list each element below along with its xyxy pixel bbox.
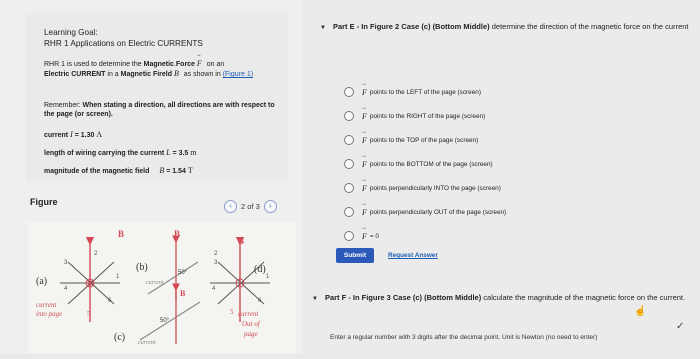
axis-num-2a: 2 [94,251,98,257]
chevron-left-icon[interactable]: ‹ [224,200,237,213]
part-f-header[interactable] [312,293,698,304]
option-label: = 0 [369,232,379,240]
panel-b [136,229,198,300]
panel-d-tag: (d) [254,264,266,275]
force-vector-symbol: → F [362,88,367,97]
option-label: points perpendicularly INTO the page (screen) [369,184,501,192]
radio-button[interactable] [344,159,354,169]
figure-image [28,222,296,354]
axis-num-4a: 4 [64,286,68,292]
radio-button[interactable] [344,183,354,193]
rhr-figure-svg [28,222,296,354]
left-panel [0,0,302,354]
intro-prefix: RHR 1 is used to determine the [44,61,144,68]
field-symbol: → B [174,69,179,78]
chevron-right-icon[interactable]: › [264,200,277,213]
panel-c-tag: (c) [114,332,126,343]
current-label: current [44,132,69,139]
force-vector-symbol: → F [362,232,367,241]
panel-d-num: 5 [230,308,234,316]
intro-mid2: in a [105,71,121,79]
length-value: = 3.5 [172,150,189,157]
given-length [44,148,197,158]
collapse-triangle-icon[interactable]: ▼ [320,25,326,31]
field-label-2: B [174,229,181,239]
option-zero[interactable] [344,224,506,248]
option-label: points to the RIGHT of the page (screen) [369,112,486,120]
panel-a [36,229,124,322]
current-unit: A [96,130,103,139]
intro-bold-field: Magnetic Fireld [120,71,172,79]
panel-d [210,236,270,338]
length-label: length of wiring carrying the current [44,150,165,157]
force-vector-symbol: → F [362,136,367,145]
axis-num-6a: 6 [108,298,112,304]
force-vector-symbol: → F [362,160,367,169]
force-symbol: → F [197,59,202,68]
option-label: points to the LEFT of the page (screen) [369,88,481,96]
remember-bold: When stating a direction, all directions are with respect to the page (or screen). [44,102,275,119]
panel-a-tag: (a) [36,276,48,287]
intro-suffix: as shown in [181,71,223,79]
panel-a-note2: into page [36,310,63,318]
option-left[interactable] [344,80,506,104]
intro-bold-current: Electric CURRENT [44,71,106,79]
field-sym: B [159,166,165,175]
axis-num-6d: 6 [258,298,262,304]
panel-a-num: 5 [87,310,91,318]
option-right[interactable] [344,104,506,128]
axis-num-2d: 2 [214,251,218,257]
part-f-instruction: Enter a regular number with 3 digits after the decimal point. Unit is Newton (no need to enter) [330,334,598,341]
figure-pager [224,200,277,213]
panel-b-tag: (b) [136,262,148,273]
pager-text: 2 of 3 [241,202,260,211]
collapse-triangle-icon[interactable]: ▼ [312,296,318,302]
remember-text [44,101,284,119]
learning-goal-subtitle: RHR 1 Applications on Electric CURRENTS [44,39,203,48]
field-label: magnitude of the magnetic field [44,168,150,175]
option-into-page[interactable] [344,176,506,200]
part-e-question: determine the direction of the magnetic force on the current [489,22,689,31]
intro-bold-force: Magnetic Force [143,61,195,68]
field-unit: T [187,166,193,175]
option-label: points perpendicularly OUT of the page (screen) [369,208,507,216]
right-panel [302,0,700,354]
panel-d-note1: current [238,310,259,318]
option-out-of-page[interactable] [344,200,506,224]
radio-button[interactable] [344,231,354,241]
intro-mid: on an [204,61,225,68]
force-vector-symbol: → F [362,208,367,217]
radio-button[interactable] [344,87,354,97]
learning-goal-box [26,13,288,181]
length-unit: m [190,148,197,157]
current-symbol: I [70,130,73,139]
answer-options [344,80,506,248]
option-top[interactable] [344,128,506,152]
submit-button[interactable]: Submit [336,248,374,263]
panel-c-angle: 50° [160,318,170,324]
axis-num-1a: 1 [116,274,120,280]
panel-b-angle: 50° [178,270,188,276]
radio-button[interactable] [344,111,354,121]
part-e-header[interactable] [320,22,690,33]
given-field [44,166,193,176]
panel-c-current: current [138,340,156,346]
option-label: points to the BOTTOM of the page (screen) [369,160,493,168]
axis-num-4d: 4 [212,286,216,292]
figure-1-link[interactable]: (Figure 1) [222,71,254,79]
force-vector-symbol: → F [362,184,367,193]
option-label: points to the TOP of the page (screen) [369,136,479,144]
panel-c [114,289,200,346]
panel-d-note2: Out of [242,320,260,328]
panel-d-note3: page [244,330,258,338]
given-current [44,130,102,140]
axis-num-3d: 3 [214,260,218,266]
axis-num-3a: 3 [64,260,68,266]
panel-a-note1: current [36,301,57,309]
length-symbol: L [166,148,171,157]
request-answer-link[interactable]: Request Answer [388,252,438,259]
radio-button[interactable] [344,135,354,145]
remember-prefix: Remember: [44,102,83,109]
checkmark-icon: ✓ [676,321,685,332]
part-f-question: calculate the magnitude of the magnetic force on the current. [481,293,686,302]
panel-b-current: current [146,280,164,286]
option-bottom[interactable] [344,152,506,176]
current-value: = 1.30 [74,132,95,139]
learning-goal-title: Learning Goal: [44,28,98,37]
hand-cursor-icon: ☝ [634,306,647,317]
field-value: = 1.54 [166,168,186,175]
field-label-1: B [118,229,125,239]
part-f-title: Part F - In Figure 3 Case (c) (Bottom Middle) [324,293,482,302]
axis-num-1d: 1 [266,274,270,280]
field-label-3: B [238,236,245,246]
part-e-title: Part E - In Figure 2 Case (c) (Bottom Middle) [332,22,490,31]
rhr-intro-text [44,59,274,80]
panel-c-field: B [180,289,186,298]
force-vector-symbol: → F [362,112,367,121]
radio-button[interactable] [344,207,354,217]
figure-label: Figure [30,197,58,207]
